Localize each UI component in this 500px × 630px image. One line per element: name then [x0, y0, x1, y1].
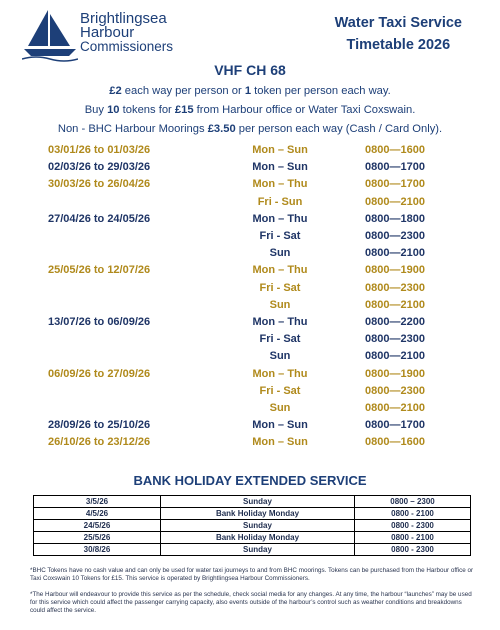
day-range: Fri - Sat: [259, 384, 301, 397]
table-row: [34, 508, 471, 520]
fare-price: £2: [109, 85, 122, 97]
date-range: 28/09/26 to 25/10/26: [48, 419, 151, 432]
bank-holiday-table: [33, 495, 471, 556]
operating-hours: 0800—1700: [365, 161, 425, 174]
operating-hours: 0800—2300: [365, 333, 425, 346]
table-row: [34, 544, 471, 556]
date-range: 27/04/26 to 24/05/26: [48, 212, 151, 225]
tokens-note: *BHC Tokens have no cash value and can only be used for water taxi journeys to and from BHC moorings. Tokens can be purchased from the Harbour office or Taxi Coxswain 10 Tokens for £15. This service is operated by Brightlingsea Harbour Commissioners.: [30, 567, 474, 582]
day-range: Fri - Sat: [259, 281, 301, 294]
day-range: Fri - Sat: [259, 230, 301, 242]
operating-hours: 0800—2300: [365, 281, 425, 294]
fare-text: each way per person or: [121, 85, 245, 97]
fare-text: Buy: [84, 104, 108, 116]
operating-hours: 0800—1800: [365, 212, 425, 225]
day-range: Mon – Thu: [252, 367, 308, 380]
timetable-row: [0, 419, 500, 436]
day-range: Mon – Thu: [252, 178, 308, 191]
date-range: 03/01/26 to 01/03/26: [48, 144, 151, 156]
timetable-row: [0, 316, 500, 333]
token-price: £15: [174, 104, 194, 116]
operating-hours: 0800—2100: [365, 195, 425, 208]
timetable-row: [0, 196, 500, 213]
fare-token-count: 1: [244, 85, 252, 97]
holiday-date: 3/5/26: [34, 496, 161, 508]
date-range: 13/07/26 to 06/09/26: [48, 316, 151, 328]
timetable-row: [0, 144, 500, 161]
day-range: Sun: [269, 350, 291, 363]
table-row: [34, 532, 471, 544]
day-range: Fri - Sun: [257, 195, 303, 208]
holiday-date: 24/5/26: [34, 520, 161, 532]
day-range: Mon – Thu: [252, 316, 308, 328]
operating-hours: 0800—1700: [365, 419, 425, 432]
timetable-row: [0, 402, 500, 419]
timetable-row: [0, 161, 500, 178]
brand-logo: [22, 6, 202, 64]
fare-text: per person each way (Cash / Card Only).: [235, 123, 443, 135]
brand-line-3: Commissioners: [80, 39, 174, 54]
fare-text: tokens for: [119, 104, 175, 116]
timetable-row: [0, 299, 500, 316]
timetable-row: [0, 436, 500, 453]
date-range: 02/03/26 to 29/03/26: [48, 161, 151, 174]
holiday-date: 30/8/26: [34, 544, 161, 556]
timetable-row: [0, 368, 500, 385]
timetable-row: [0, 264, 500, 281]
brand-line-1: Brightlingsea: [80, 10, 167, 27]
timetable-row: [0, 385, 500, 402]
day-range: Mon – Sun: [252, 161, 308, 174]
holiday-name: Sunday: [161, 520, 355, 532]
fare-text: from Harbour office or Water Taxi Coxswain.: [193, 104, 416, 116]
holiday-hours: 0800 - 2300: [355, 520, 471, 532]
day-range: Fri - Sat: [259, 333, 301, 346]
date-range: 25/05/26 to 12/07/26: [48, 264, 151, 277]
holiday-name: Bank Holiday Monday: [161, 508, 355, 520]
holiday-name: Sunday: [161, 496, 355, 508]
operating-hours: 0800—1900: [365, 367, 425, 380]
fare-text: token per person each way.: [251, 85, 391, 97]
day-range: Mon – Sun: [252, 419, 308, 432]
day-range: Mon – Sun: [252, 144, 308, 156]
fare-text: Non - BHC Harbour Moorings: [57, 123, 208, 135]
fare-line-3: [0, 123, 500, 135]
holiday-hours: 0800 - 2300: [355, 544, 471, 556]
title-line-1: Water Taxi Service: [334, 15, 462, 31]
date-range: 30/03/26 to 26/04/26: [48, 178, 151, 191]
sailing-boat-icon: [22, 6, 78, 62]
bank-holiday-title: BANK HOLIDAY EXTENDED SERVICE: [133, 473, 367, 488]
day-range: Sun: [269, 402, 291, 414]
timetable-row: [0, 213, 500, 230]
holiday-hours: 0800 - 2100: [355, 508, 471, 520]
holiday-hours: 0800 - 2100: [355, 532, 471, 544]
operating-hours: 0800—1900: [365, 264, 425, 277]
operating-hours: 0800—2100: [365, 247, 425, 260]
timetable-row: [0, 350, 500, 367]
timetable-row: [0, 333, 500, 350]
title-line-2: Timetable 2026: [346, 37, 451, 53]
day-range: Mon – Thu: [252, 212, 308, 225]
operating-hours: 0800—1600: [365, 436, 425, 449]
holiday-name: Sunday: [161, 544, 355, 556]
operating-hours: 0800—2100: [365, 402, 425, 414]
holiday-hours: 0800 – 2300: [355, 496, 471, 508]
timetable-row: [0, 282, 500, 299]
timetable-row: [0, 178, 500, 195]
holiday-name: Bank Holiday Monday: [161, 532, 355, 544]
date-range: 26/10/26 to 23/12/26: [48, 436, 151, 449]
day-range: Sun: [269, 247, 291, 260]
brand-name: [80, 12, 173, 54]
day-range: Mon – Thu: [252, 264, 308, 277]
day-range: Sun: [269, 298, 291, 311]
operating-hours: 0800—2300: [365, 230, 425, 242]
token-count: 10: [107, 104, 120, 116]
operating-hours: 0800—2200: [365, 316, 425, 328]
timetable-row: [0, 230, 500, 247]
page-title: [335, 12, 462, 56]
non-bhc-price: £3.50: [207, 123, 236, 135]
holiday-date: 4/5/26: [34, 508, 161, 520]
operating-hours: 0800—2300: [365, 384, 425, 397]
operating-hours: 0800—2100: [365, 350, 425, 363]
service-note: *The Harbour will endeavour to provide this service as per the schedule, check social media for any changes. At any time, the harbour “launches” may be used for this service which could affect the passenger carrying capacity, also events outside of the harbour’s control such as weather conditions and breakdowns could affect the service.: [30, 591, 472, 614]
fare-line-2: [0, 104, 500, 116]
holiday-date: 25/5/26: [34, 532, 161, 544]
fare-line-1: [0, 85, 500, 97]
timetable-row: [0, 247, 500, 264]
table-row: [34, 496, 471, 508]
day-range: Mon – Sun: [252, 436, 308, 449]
date-range: 06/09/26 to 27/09/26: [48, 367, 151, 380]
table-row: [34, 520, 471, 532]
vhf-channel: VHF CH 68: [214, 62, 286, 78]
brand-line-2: Harbour: [80, 24, 135, 41]
operating-hours: 0800—2100: [365, 298, 425, 311]
operating-hours: 0800—1700: [365, 178, 425, 191]
operating-hours: 0800—1600: [365, 144, 425, 156]
